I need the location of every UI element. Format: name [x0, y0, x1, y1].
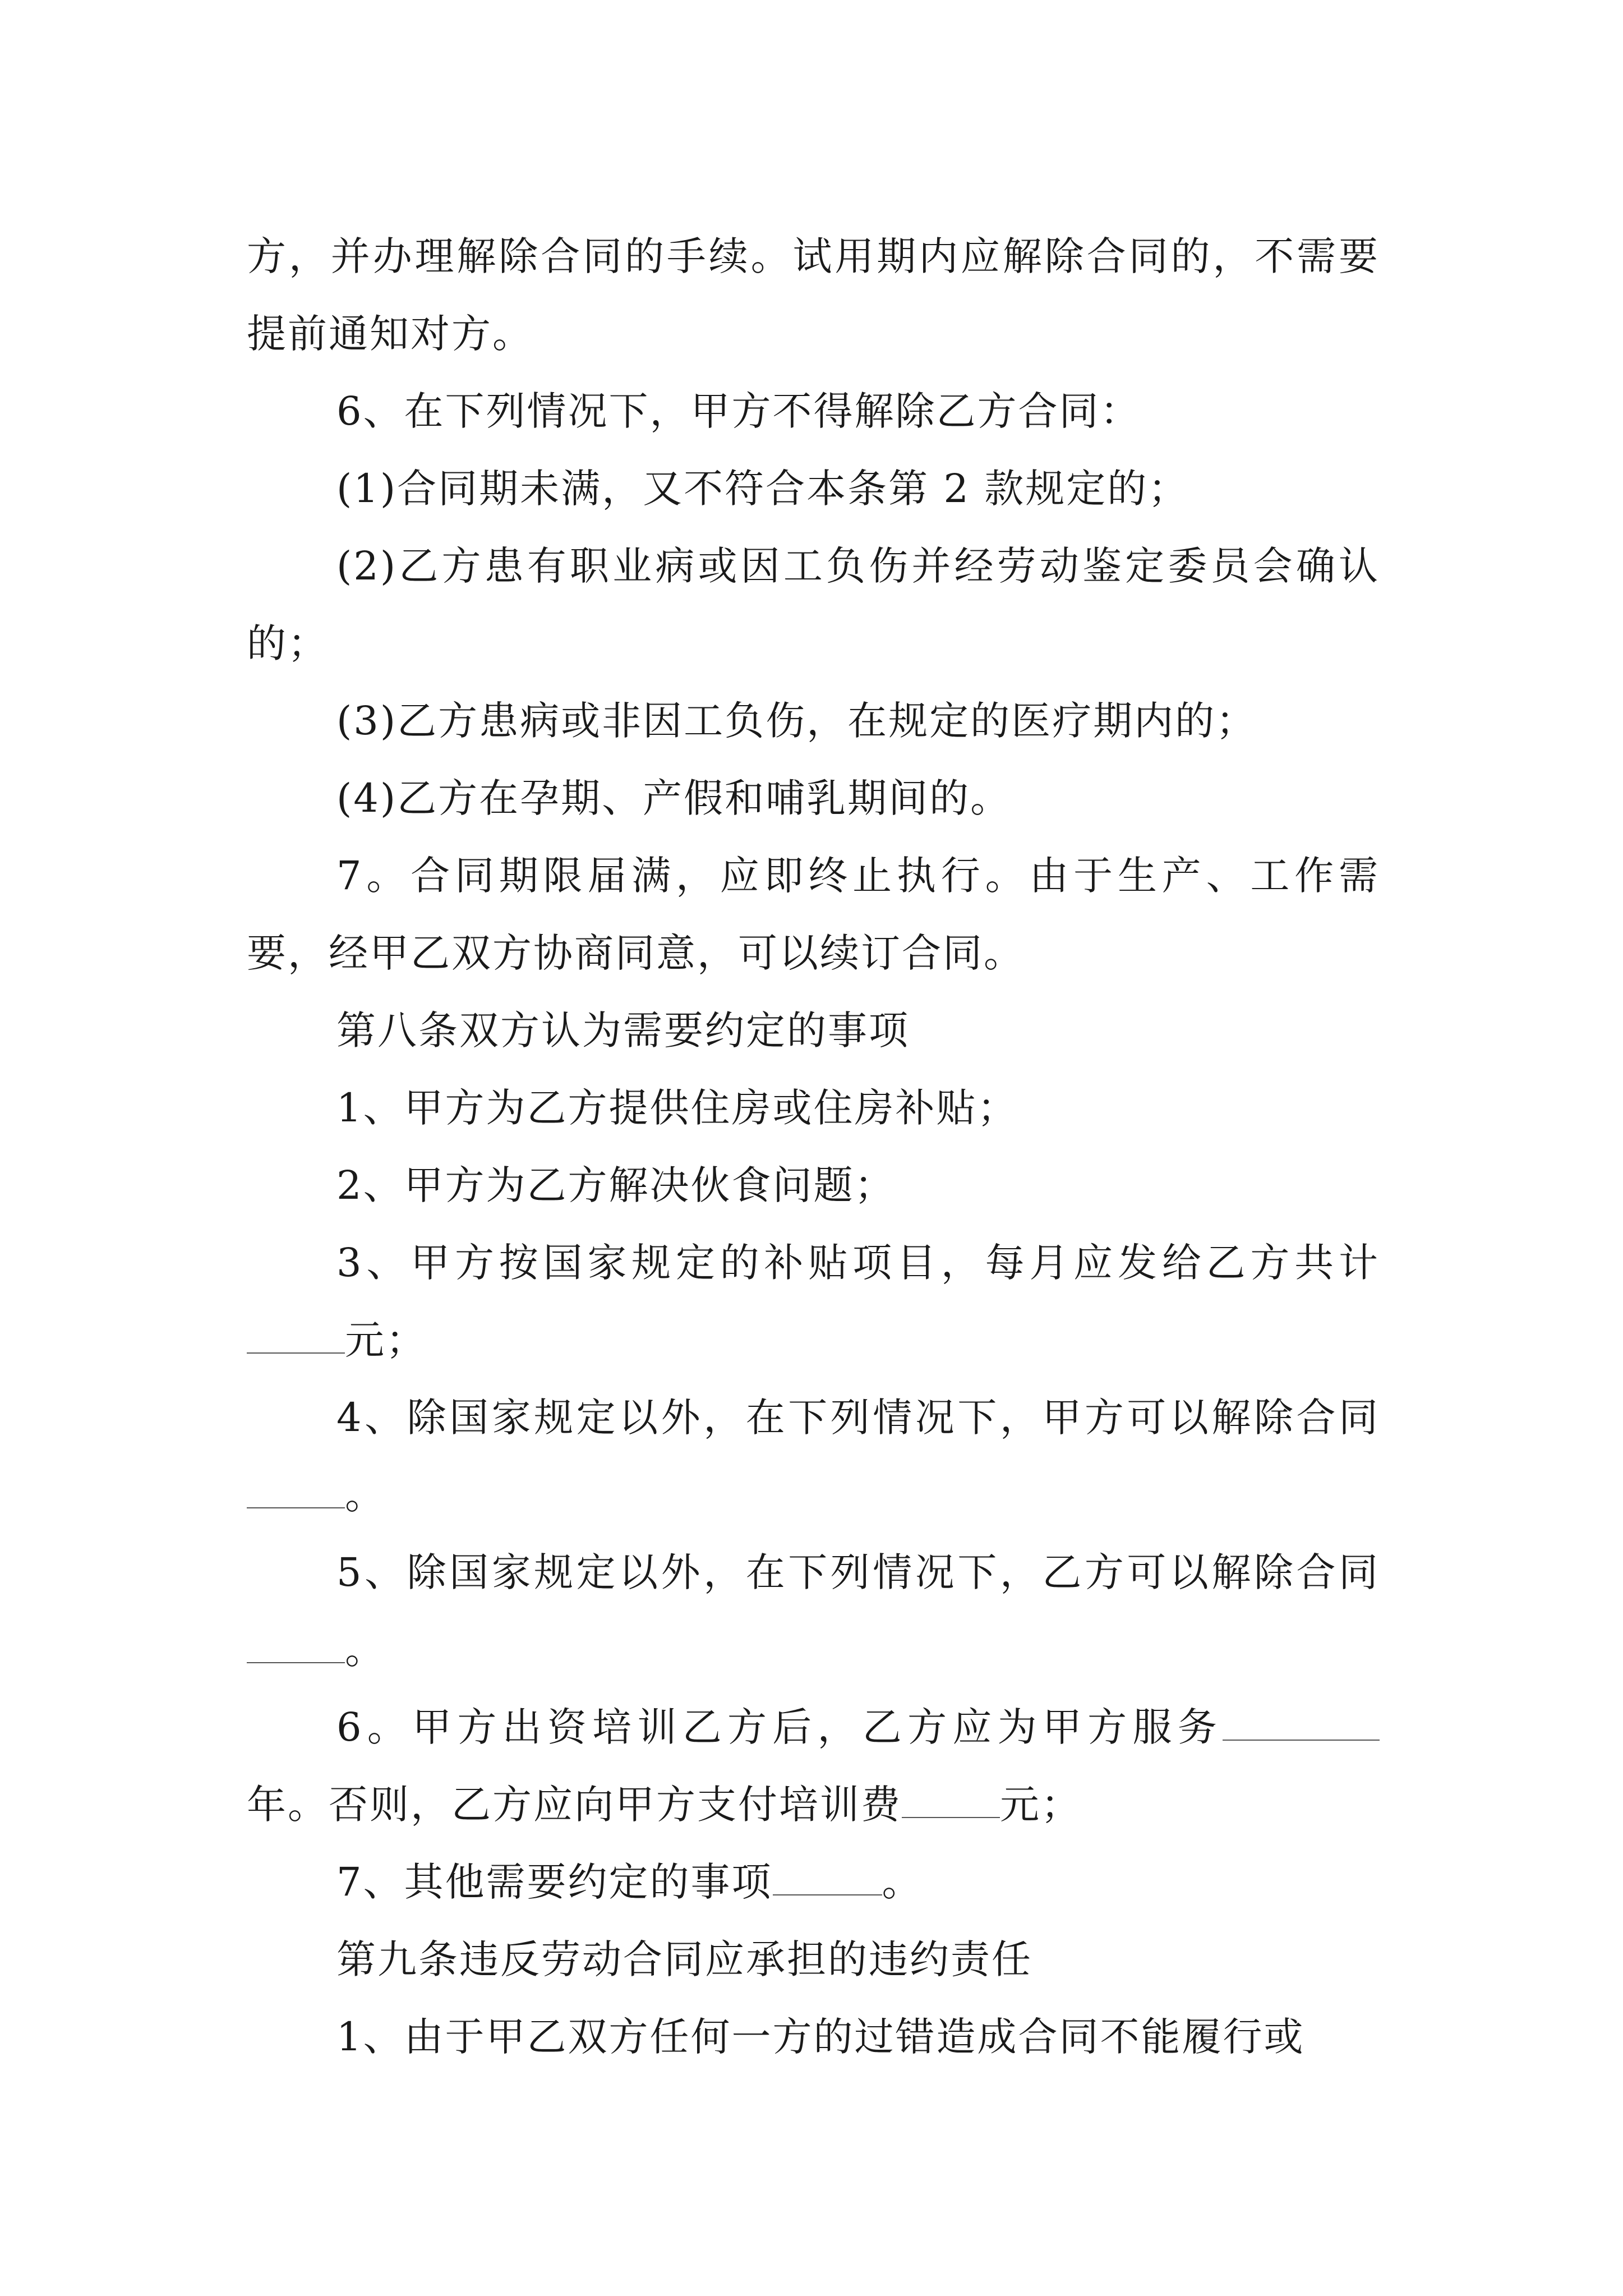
paragraph-item-2: (2)乙方患有职业病或因工负伤并经劳动鉴定委员会确认的； [247, 543, 1380, 666]
article-8-item-5: 5、除国家规定以外，在下列情况下，乙方可以解除合同。 [247, 1534, 1380, 1688]
fill-in-blank[interactable] [902, 1784, 1000, 1818]
article-8-heading: 第八条双方认为需要约定的事项 [336, 1007, 910, 1053]
article-8-item-7: 7、其他需要约定的事项 。 [336, 1859, 923, 1905]
article-8-item-2: 2、甲方为乙方解决伙食问题； [336, 1162, 896, 1208]
article-8-item-4: 4、除国家规定以外，在下列情况下，甲方可以解除合同。 [247, 1379, 1380, 1534]
fill-in-blank[interactable] [247, 1475, 345, 1508]
fill-in-blank[interactable] [1223, 1707, 1380, 1741]
paragraph-clause-7: 7。合同期限届满，应即终止执行。由于生产、工作需要，经甲乙双方协商同意，可以续订合同。 [247, 853, 1380, 976]
article-9-item-1: 1、由于甲乙双方任何一方的过错造成合同不能履行或 [336, 2014, 1305, 2060]
paragraph-item-4: (4)乙方在孕期、产假和哺乳期间的。 [336, 775, 1012, 821]
fill-in-blank[interactable] [247, 1630, 345, 1663]
article-8-item-6: 6。甲方出资培训乙方后，乙方应为甲方服务年。否则，乙方应向甲方支付培训费 元； [247, 1688, 1380, 1843]
article-8-item-1: 1、甲方为乙方提供住房或住房补贴； [336, 1085, 1018, 1131]
article-8-item-3: 3、甲方按国家规定的补贴项目，每月应发给乙方共计元； [247, 1224, 1380, 1379]
article-9-heading: 第九条违反劳动合同应承担的违约责任 [336, 1936, 1032, 1982]
paragraph-clause-6: 6、在下列情况下，甲方不得解除乙方合同： [336, 388, 1141, 434]
paragraph-continuation: 方，并办理解除合同的手续。试用期内应解除合同的，不需要提前通知对方。 [247, 233, 1380, 357]
document-body [247, 218, 1380, 2076]
paragraph-item-1: (1)合同期未满，又不符合本条第 2 款规定的； [336, 466, 1189, 512]
fill-in-blank[interactable] [773, 1862, 882, 1895]
fill-in-blank[interactable] [247, 1320, 345, 1354]
paragraph-item-3: (3)乙方患病或非因工负伤，在规定的医疗期内的； [336, 698, 1257, 744]
